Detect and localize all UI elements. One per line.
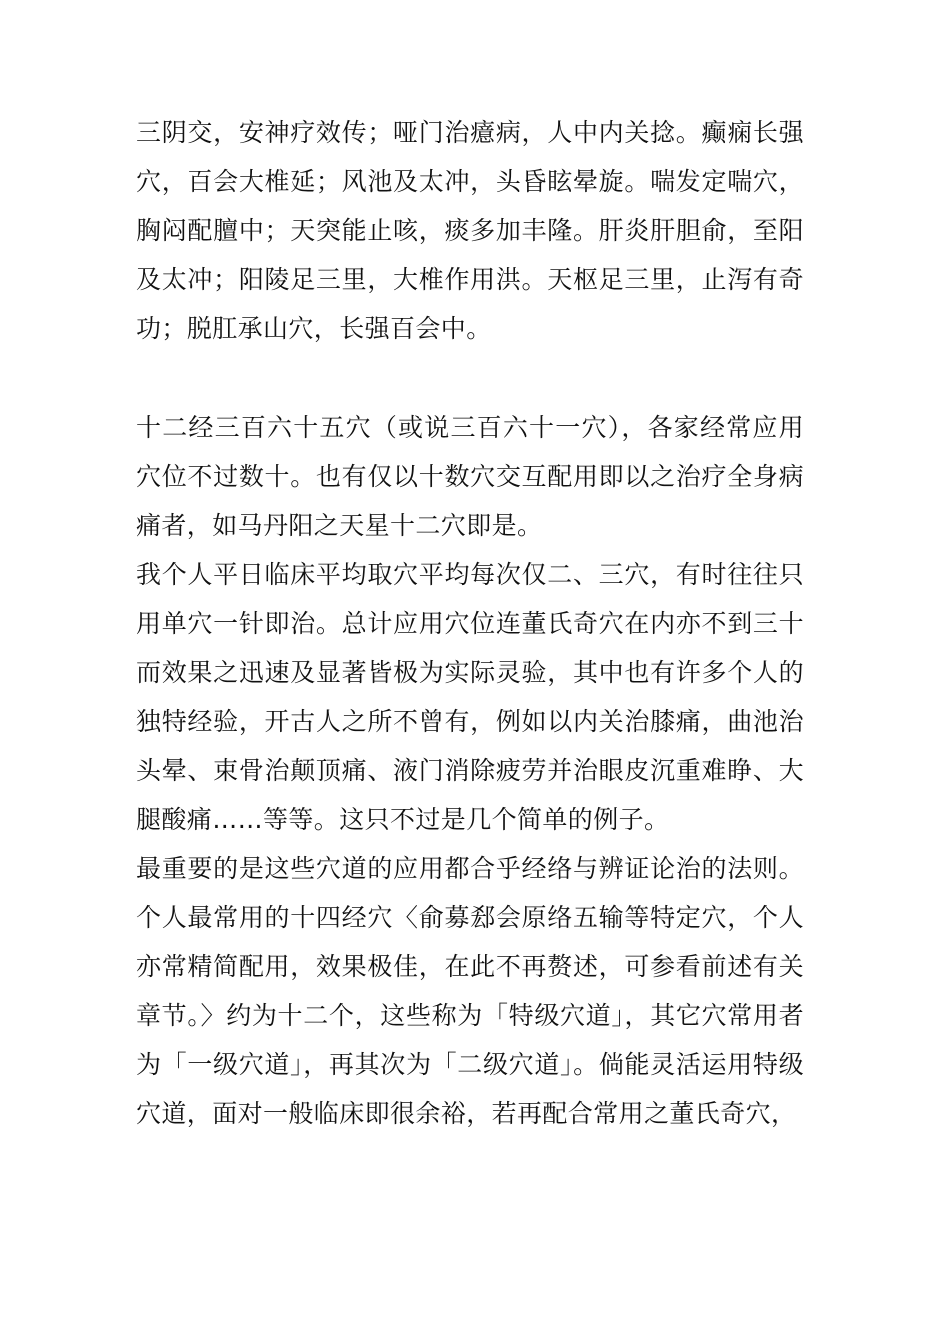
paragraph-acupoint-verse: 三阴交，安神疗效传；哑门治癔病，人中内关捻。癫痫长强穴，百会大椎延；风池及太冲，头昏眩晕旋。喘发定喘穴，胸闷配膻中；天突能止咳，痰多加丰隆。肝炎肝胆俞，至阳及太冲；阳陵足三里，大椎作用洪。天枢足三里，止泻有奇功；脱肛承山穴，长强百会中。 [136,118,804,343]
paragraph-personal-practice: 我个人平日临床平均取穴平均每次仅二、三穴，有时往往只用单穴一针即治。总计应用穴位连董氏奇穴在内亦不到三十而效果之迅速及显著皆极为实际灵验，其中也有许多个人的独特经验，开古人之所不曾有，例如以内关治膝痛，曲池治头晕、束骨治颠顶痛、液门消除疲劳并治眼皮沉重难睁、大腿酸痛……等等。这只不过是几个简单的例子。 [136,560,804,834]
paragraph-special-points: 最重要的是这些穴道的应用都合乎经络与辨证论治的法则。个人最常用的十四经穴〈俞募郄会原络五输等特定穴，个人亦常精简配用，效果极佳，在此不再赘述，可参看前述有关章节。〉约为十二个，这些称为「特级穴道」，其它穴常用者为「一级穴道」，再其次为「二级穴道」。倘能灵活运用特级穴道，面对一般临床即很余裕，若再配合常用之董氏奇穴， [136,854,804,1128]
paragraph-meridian-points: 十二经三百六十五穴（或说三百六十一穴），各家经常应用穴位不过数十。也有仅以十数穴交互配用即以之治疗全身病痛者，如马丹阳之天星十二穴即是。 [136,413,804,540]
verse-section [136,108,804,353]
prose-section [136,403,804,1138]
